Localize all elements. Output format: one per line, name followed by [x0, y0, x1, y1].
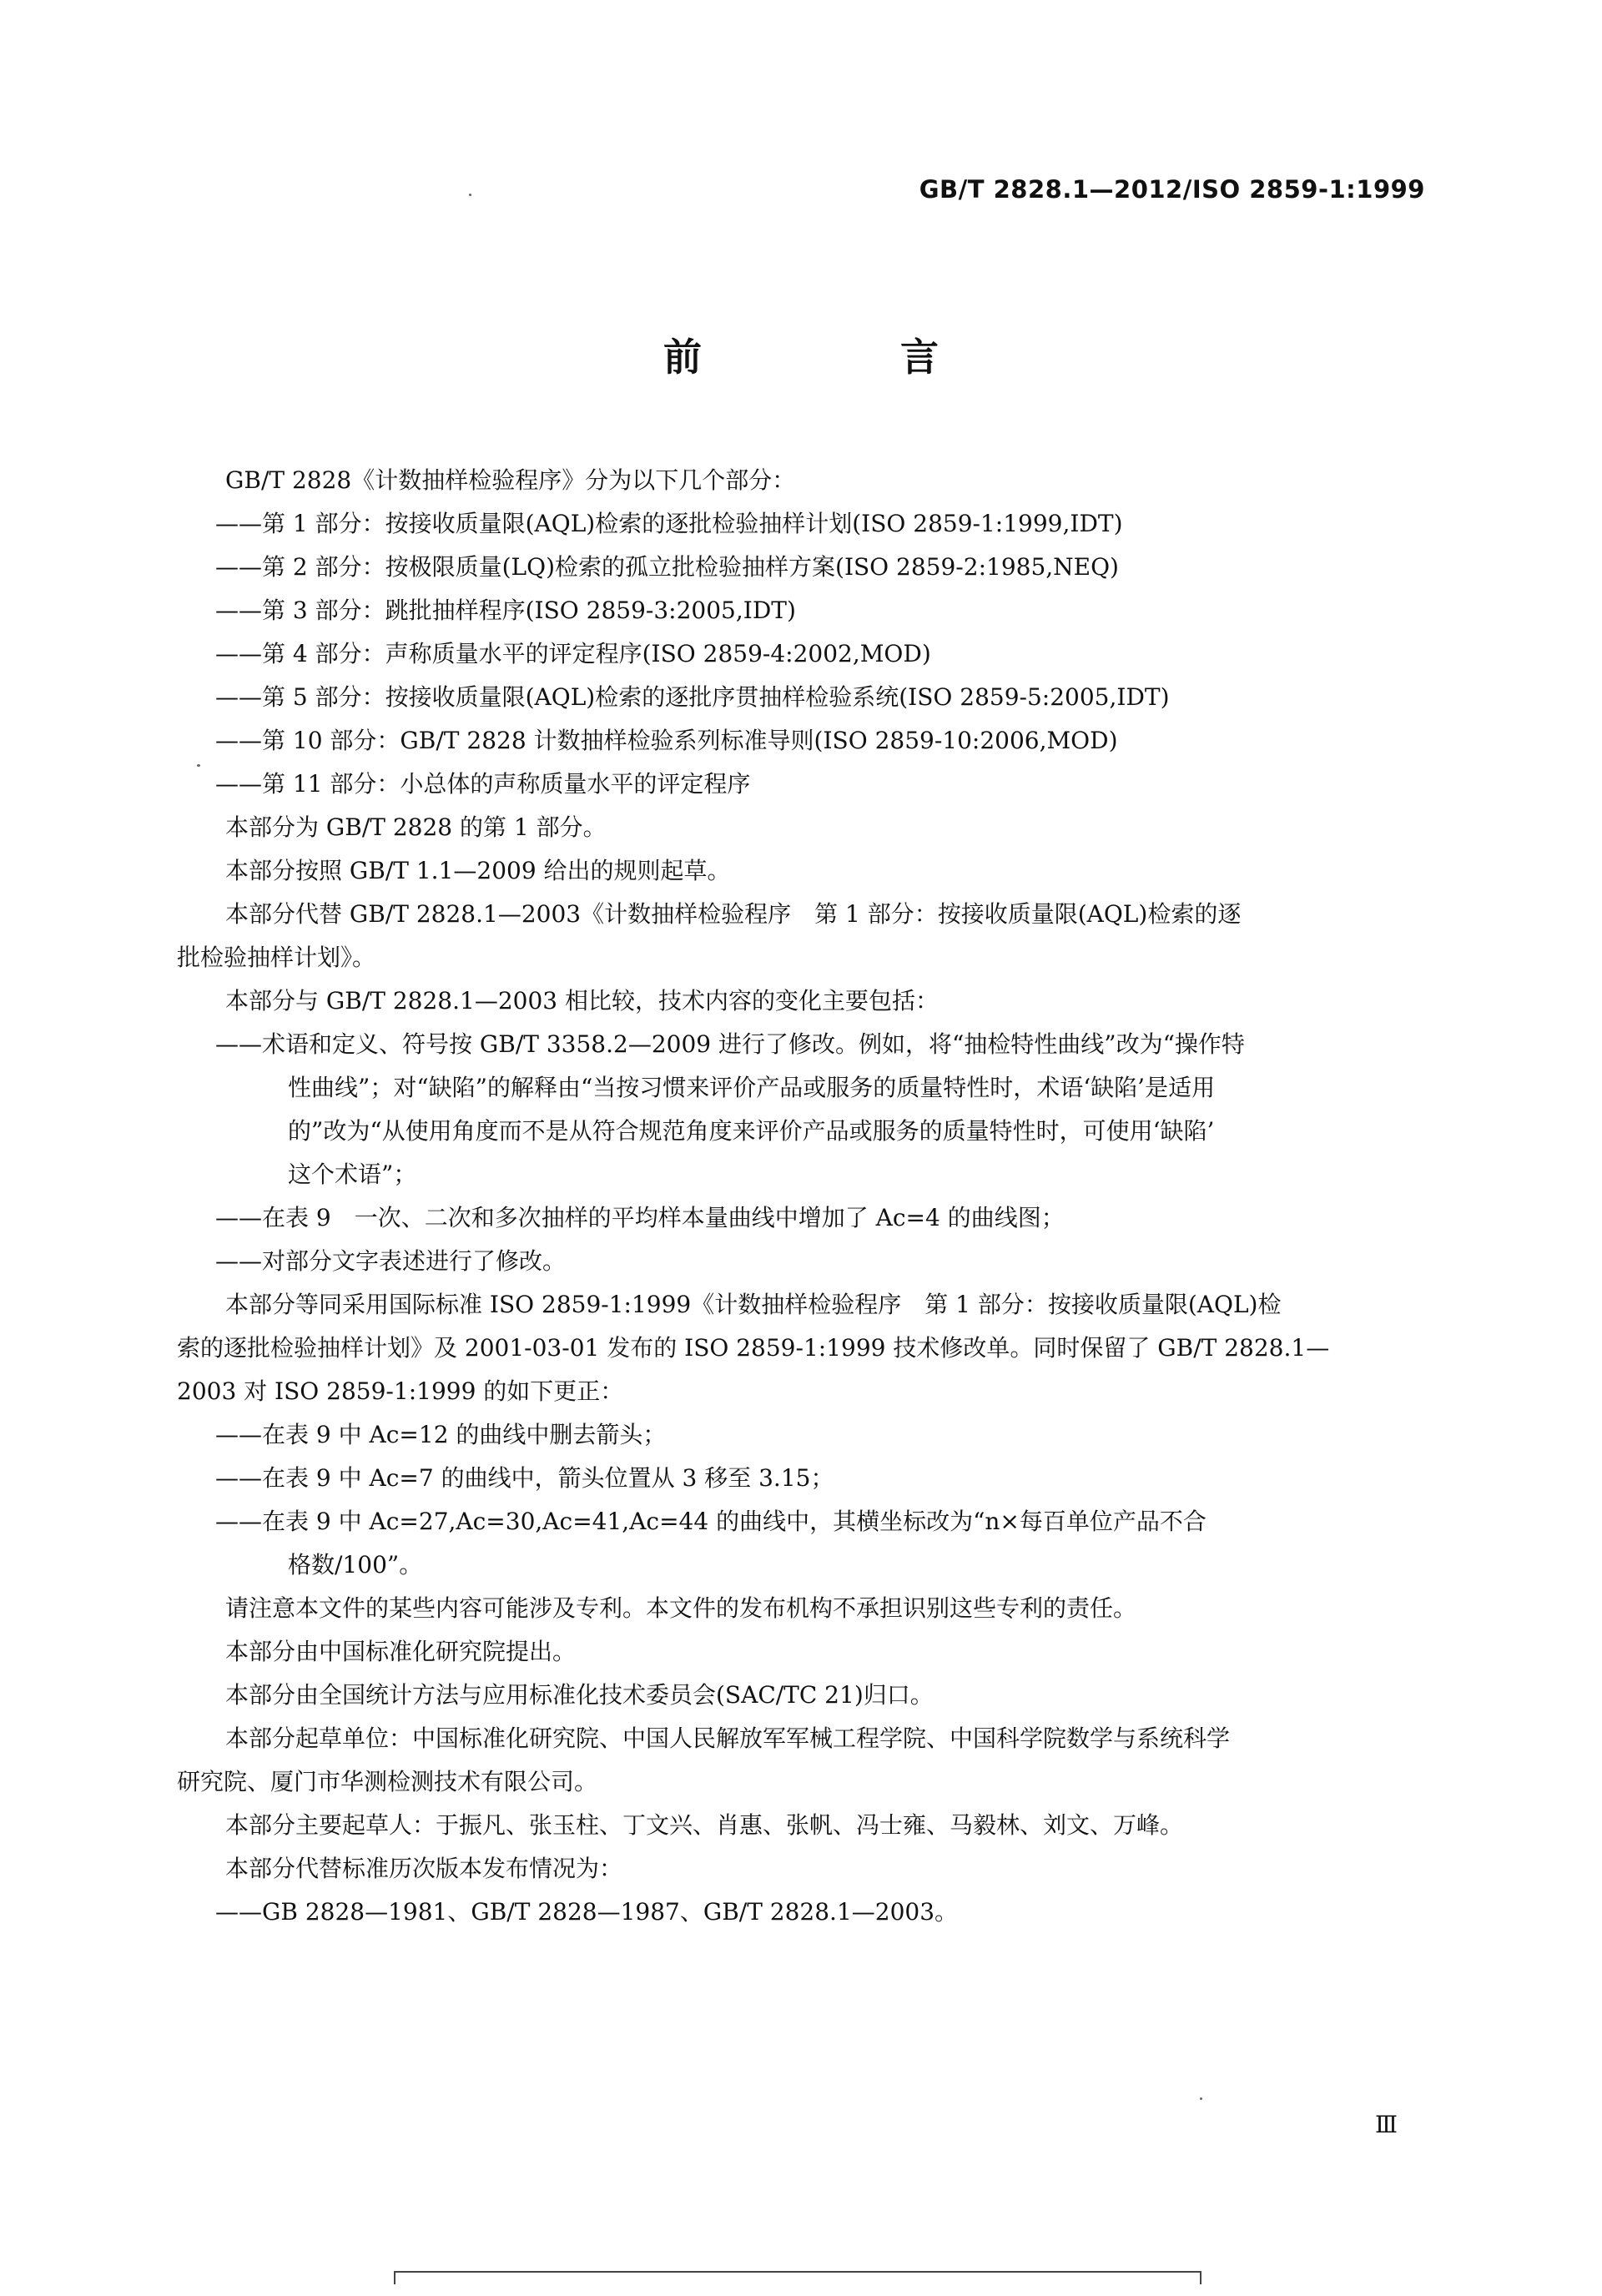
- footer-frame: [394, 2271, 1202, 2284]
- list-item: ——在表 9 中 Ac=27,Ac=30,Ac=41,Ac=44 的曲线中，其横坐标改为“n×每百单位产品不合: [215, 1508, 1207, 1535]
- paragraph-line: 请注意本文件的某些内容可能涉及专利。本文件的发布机构不承担识别这些专利的责任。: [225, 1594, 1137, 1622]
- list-item: ——GB 2828—1981、GB/T 2828—1987、GB/T 2828.1—2003。: [215, 1898, 959, 1926]
- paragraph-line: 2003 对 ISO 2859-1:1999 的如下更正：: [177, 1377, 624, 1405]
- paragraph-line: 本部分由中国标准化研究院提出。: [225, 1638, 577, 1665]
- list-item: ——在表 9 一次、二次和多次抽样的平均样本量曲线中增加了 Ac=4 的曲线图；: [215, 1204, 1065, 1231]
- page-title: 前 言: [663, 335, 1019, 380]
- list-item: ——第 3 部分：跳批抽样程序(ISO 2859-3:2005,IDT): [215, 597, 796, 624]
- paragraph-line: 本部分代替标准历次版本发布情况为：: [225, 1855, 623, 1882]
- list-item: ——第 2 部分：按极限质量(LQ)检索的孤立批检验抽样方案(ISO 2859-2:1985,NEQ): [215, 553, 1119, 581]
- list-item: ——在表 9 中 Ac=7 的曲线中，箭头位置从 3 移至 3.15；: [215, 1464, 834, 1492]
- list-item: ——在表 9 中 Ac=12 的曲线中删去箭头；: [215, 1421, 667, 1448]
- paragraph-line: 本部分为 GB/T 2828 的第 1 部分。: [225, 813, 607, 841]
- foreword-body: [177, 459, 1433, 1934]
- paragraph-line: 性曲线”；对“缺陷”的解释由“当按习惯来评价产品或服务的质量特性时，术语‘缺陷’是适用: [288, 1074, 1216, 1101]
- paragraph-line: 批检验抽样计划》。: [177, 944, 376, 971]
- scan-speck: [197, 764, 200, 767]
- paragraph-line: 本部分按照 GB/T 1.1—2009 给出的规则起草。: [225, 857, 731, 884]
- paragraph-line: 本部分代替 GB/T 2828.1—2003《计数抽样检验程序 第 1 部分：按接收质量限(AQL)检索的逐: [225, 900, 1242, 928]
- paragraph-line: 格数/100”。: [288, 1551, 423, 1578]
- list-item: ——第 5 部分：按接收质量限(AQL)检索的逐批序贯抽样检验系统(ISO 2859-5:2005,IDT): [215, 683, 1170, 711]
- list-item: ——术语和定义、符号按 GB/T 3358.2—2009 进行了修改。例如，将“抽检特性曲线”改为“操作特: [215, 1030, 1245, 1058]
- list-item: ——第 1 部分：按接收质量限(AQL)检索的逐批检验抽样计划(ISO 2859-1:1999,IDT): [215, 510, 1123, 537]
- standard-code-header: GB/T 2828.1—2012/ISO 2859-1:1999: [919, 175, 1425, 204]
- list-item: ——对部分文字表述进行了修改。: [215, 1247, 567, 1275]
- paragraph-line: 这个术语”；: [288, 1161, 417, 1188]
- paragraph-line: 本部分与 GB/T 2828.1—2003 相比较，技术内容的变化主要包括：: [225, 987, 939, 1015]
- list-item: ——第 4 部分：声称质量水平的评定程序(ISO 2859-4:2002,MOD): [215, 640, 931, 667]
- page-number: Ⅲ: [1374, 2111, 1398, 2138]
- list-item: ——第 11 部分：小总体的声称质量水平的评定程序: [215, 770, 751, 798]
- scan-speck: [469, 194, 471, 196]
- paragraph-line: 本部分主要起草人：于振凡、张玉柱、丁文兴、肖惠、张帆、冯士雍、马毅林、刘文、万峰。: [225, 1811, 1184, 1839]
- paragraph-line: GB/T 2828《计数抽样检验程序》分为以下几个部分：: [225, 466, 796, 494]
- list-item: ——第 10 部分：GB/T 2828 计数抽样检验系列标准导则(ISO 2859-10:2006,MOD): [215, 727, 1118, 754]
- paragraph-line: 本部分由全国统计方法与应用标准化技术委员会(SAC/TC 21)归口。: [225, 1681, 934, 1709]
- paragraph-line: 本部分起草单位：中国标准化研究院、中国人民解放军军械工程学院、中国科学院数学与系统科学: [225, 1725, 1231, 1752]
- scan-speck: [1200, 2097, 1202, 2100]
- paragraph-line: 索的逐批检验抽样计划》及 2001-03-01 发布的 ISO 2859-1:1999 技术修改单。同时保留了 GB/T 2828.1—: [177, 1334, 1330, 1362]
- paragraph-line: 研究院、厦门市华测检测技术有限公司。: [177, 1768, 598, 1795]
- paragraph-line: 的”改为“从使用角度而不是从符合规范角度来评价产品或服务的质量特性时，可使用‘缺陷’: [288, 1117, 1215, 1145]
- paragraph-line: 本部分等同采用国际标准 ISO 2859-1:1999《计数抽样检验程序 第 1 部分：按接收质量限(AQL)检: [225, 1291, 1282, 1318]
